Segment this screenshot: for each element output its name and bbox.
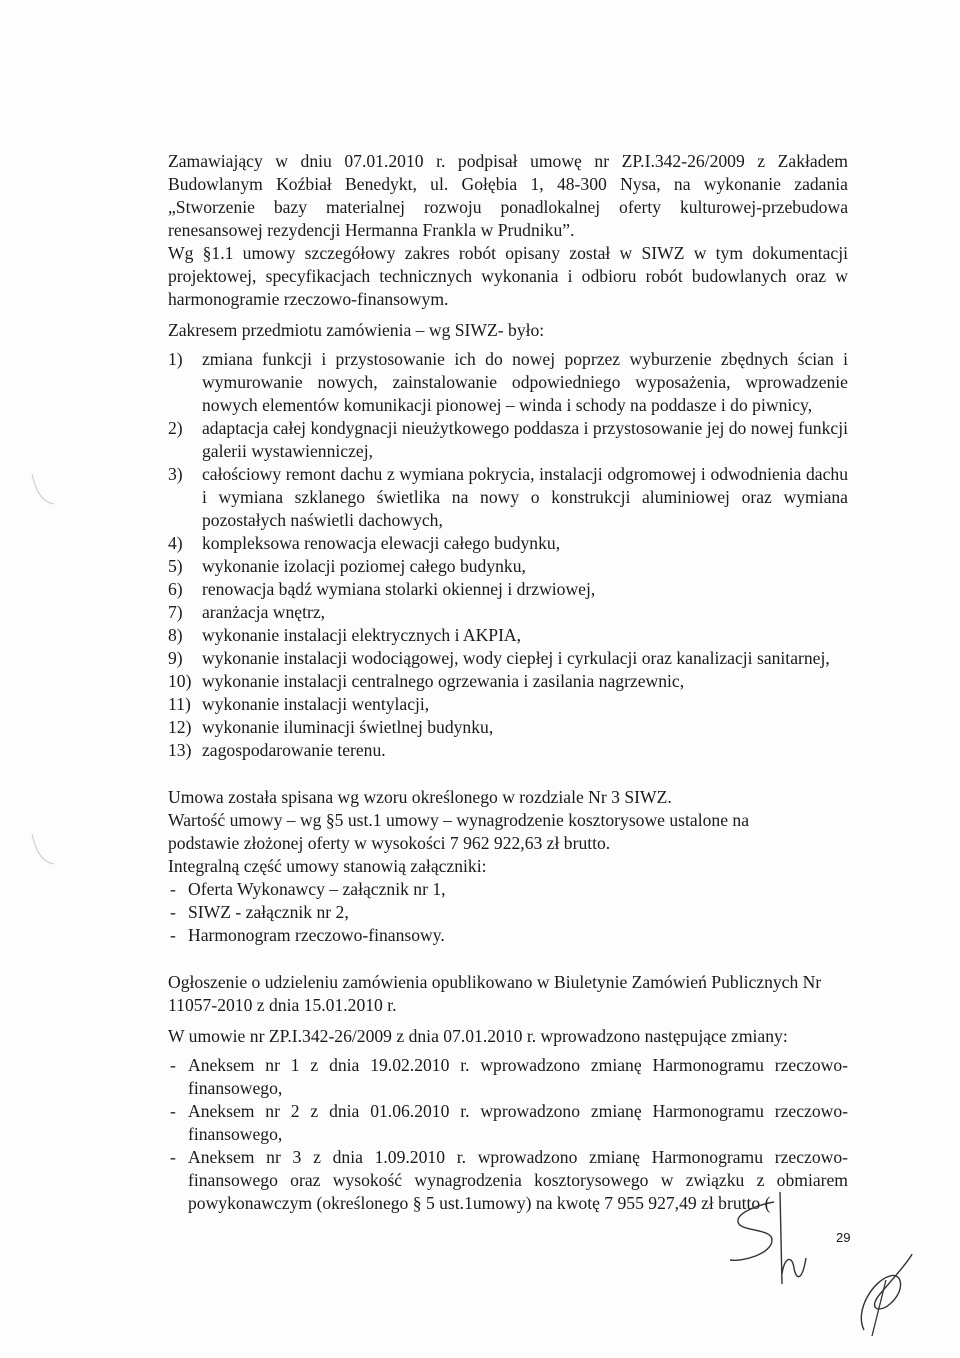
scope-list <box>168 348 848 762</box>
list-item: 1) zmiana funkcji i przystosowanie ich do nowej poprzez wyburzenie zbędnych ścian i wymurowanie nowych, zainstalowanie odpowiedniego wyposażenia, wprowadzenie nowych elementów komunikacji pionowej – winda i schody na poddasze i do piwnicy, <box>168 349 848 415</box>
list-item: - Oferta Wykonawcy – załącznik nr 1, <box>168 878 848 901</box>
intro-paragraph: Zamawiający w dniu 07.01.2010 r. podpisał umowę nr ZP.I.342-26/2009 z Zakładem Budowlanym Koźbiał Benedykt, ul. Gołębia 1, 48-300 Nysa, na wykonanie zadania „Stworzenie bazy materialnej rozwoju ponadlokalnej oferty kulturowej-przebudowa renesansowej rezydencji Hermanna Frankla w Prudniku”. <box>168 151 848 240</box>
list-item: 11) wykonanie instalacji wentylacji, <box>168 694 430 714</box>
scan-mark <box>28 830 58 870</box>
list-item: 13) zagospodarowanie terenu. <box>168 740 386 760</box>
announcement-paragraph: Ogłoszenie o udzieleniu zamówienia opublikowano w Biuletynie Zamówień Publicznych Nr 11057-2010 z dnia 15.01.2010 r. <box>168 972 822 1015</box>
list-item: - Aneksem nr 1 z dnia 19.02.2010 r. wprowadzono zmianę Harmonogramu rzeczowo-finansowego, <box>168 1054 848 1100</box>
list-item: 2) adaptacja całej kondygnacji nieużytkowego poddasza i przystosowanie jej do nowej funkcji galerii wystawienniczej, <box>168 418 848 461</box>
handwritten-initials <box>850 1250 920 1340</box>
list-item: - SIWZ - załącznik nr 2, <box>168 901 848 924</box>
changes-intro: W umowie nr ZP.I.342-26/2009 z dnia 07.01.2010 r. wprowadzono następujące zmiany: <box>168 1026 788 1046</box>
list-item: - Harmonogram rzeczowo-finansowy. <box>168 924 848 947</box>
list-item: 3) całościowy remont dachu z wymiana pokrycia, instalacji odgromowej i odwodnienia dachu i wymiana szklanego świetlika na nowy o konstrukcji aluminiowej oraz wymiana pozostałych naświetli dachowych, <box>168 464 848 530</box>
list-item: 8) wykonanie instalacji elektrycznych i AKPIA, <box>168 625 522 645</box>
contract-value-line: Wartość umowy – wg §5 ust.1 umowy – wynagrodzenie kosztorysowe ustalone na podstawie złożonej oferty w wysokości 7 962 922,63 zł brutto. <box>168 810 750 853</box>
attachments-list <box>168 878 848 947</box>
scope-intro: Zakresem przedmiotu zamówienia – wg SIWZ- było: <box>168 320 545 340</box>
list-item: - Aneksem nr 3 z dnia 1.09.2010 r. wprowadzono zmianę Harmonogramu rzeczowo-finansowego oraz wysokość wynagrodzenia kosztorysowego w związku z obmiarem powykonawczym (określonego § 5 ust.1umowy) na kwotę 7 955 927,49 zł brutto ( <box>168 1146 848 1215</box>
page-number: 29 <box>836 1230 851 1245</box>
list-item: 10) wykonanie instalacji centralnego ogrzewania i zasilania nagrzewnic, <box>168 671 685 691</box>
list-item: 9) wykonanie instalacji wodociągowej, wody ciepłej i cyrkulacji oraz kanalizacji sanitarnej, <box>168 648 830 668</box>
handwritten-signature <box>722 1188 832 1298</box>
list-item: 5) wykonanie izolacji poziomej całego budynku, <box>168 556 526 576</box>
list-item: 12) wykonanie iluminacji świetlnej budynku, <box>168 717 494 737</box>
contract-template-line: Umowa została spisana wg wzoru określonego w rozdziale Nr 3 SIWZ. <box>168 787 672 807</box>
list-item: 7) aranżacja wnętrz, <box>168 602 326 622</box>
scan-mark <box>28 470 58 510</box>
list-item: 6) renowacja bądź wymiana stolarki okiennej i drzwiowej, <box>168 579 596 599</box>
document-body <box>168 150 848 1215</box>
attachments-intro: Integralną część umowy stanowią załączniki: <box>168 856 487 876</box>
scope-reference-paragraph: Wg §1.1 umowy szczegółowy zakres robót opisany został w SIWZ w tym dokumentacji projektowej, specyfikacjach technicznych wykonania i odbioru robót budowlanych oraz w harmonogramie rzeczowo-finansowym. <box>168 243 848 309</box>
list-item: 4) kompleksowa renowacja elewacji całego budynku, <box>168 533 561 553</box>
list-item: - Aneksem nr 2 z dnia 01.06.2010 r. wprowadzono zmianę Harmonogramu rzeczowo-finansowego, <box>168 1100 848 1146</box>
